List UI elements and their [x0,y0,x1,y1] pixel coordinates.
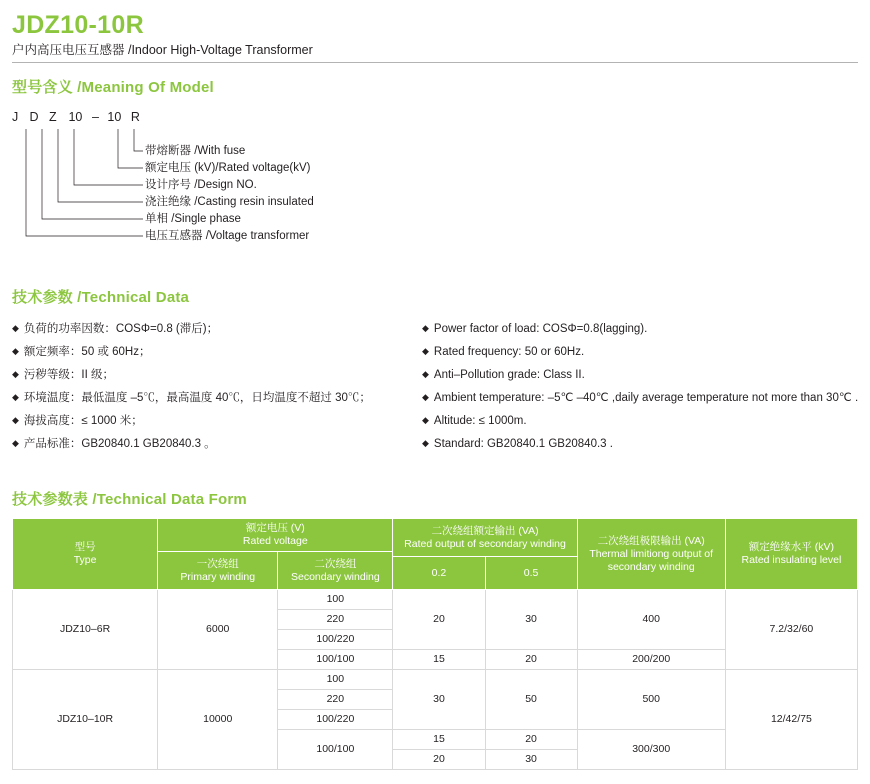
cell-secondary: 100/100 [278,650,393,670]
th-type [13,519,158,590]
cell-primary: 10000 [158,670,278,770]
table-header-row-1 [13,519,858,552]
tech-item-en-5-text: Standard: GB20840.1 GB20840.3 . [433,438,613,450]
tech-item-en-5 [422,433,858,456]
tech-item-en-0-text: Power factor of load: COSΦ=0.8(lagging). [433,323,648,335]
cell-class-02: 30 [393,670,485,730]
header-divider [12,62,858,63]
tech-item-en-2 [422,364,858,387]
cell-secondary: 100/100 [278,730,393,770]
cell-insulating: 7.2/32/60 [725,590,857,670]
cell-class-05: 30 [485,590,577,650]
model-legend [145,143,314,245]
tech-item-cn-2 [12,364,422,387]
section-heading-technical: 技术参数 /Technical Data [12,289,190,306]
tech-item-cn-5 [12,433,422,456]
page-title: JDZ10-10R [12,11,144,39]
tech-item-en-3-text: Ambient temperature: –5℃ –40℃ ,daily average temperature not more than 30℃ . [433,392,859,404]
tech-item-cn-0 [12,318,422,341]
th-secondary-winding-en: Secondary winding [290,570,380,583]
th-rated-voltage [158,519,393,552]
table-body [13,590,858,770]
th-type-cn: 型号 [74,541,96,553]
legend-item-3: 浇注绝缘 /Casting resin insulated [145,196,314,208]
cell-class-02: 15 [393,730,485,750]
cell-primary: 6000 [158,590,278,670]
diamond-bullet-icon: ◆ [12,346,19,356]
technical-data-chinese [12,318,422,456]
th-rated-output [393,519,577,557]
th-rated-voltage-cn: 额定电压 (V) [245,522,305,534]
tech-item-cn-2-text: 污秽等级：II 级； [23,369,115,381]
cell-secondary: 100/220 [278,710,393,730]
th-thermal-output-en: Thermal limitiong output of secondary winding [589,547,714,573]
model-char-3: 10 [68,110,83,124]
th-rated-output-en: Rated output of secondary winding [404,537,566,550]
tech-item-en-1-text: Rated frequency: 50 or 60Hz. [433,346,585,358]
diamond-bullet-icon: ◆ [422,392,429,402]
tech-item-en-2-text: Anti–Pollution grade: Class II. [433,369,585,381]
model-meaning-diagram [12,110,512,250]
page-subtitle: 户内高压电压互感器 /Indoor High-Voltage Transformer [12,43,313,57]
tech-item-cn-3-text: 环境温度：最低温度 –5℃，最高温度 40℃，日均温度不超过 30℃； [23,392,371,404]
cell-secondary: 100/220 [278,630,393,650]
th-insulating-level-en: Rated insulating level [741,554,842,566]
th-type-en: Type [73,554,97,566]
th-primary-winding-en: Primary winding [180,570,256,583]
tech-item-en-3 [422,387,858,410]
cell-thermal: 400 [577,590,725,650]
cell-insulating: 12/42/75 [725,670,857,770]
tech-item-en-1 [422,341,858,364]
cell-class-05: 50 [485,670,577,730]
cell-class-05: 20 [485,730,577,750]
th-secondary-winding [278,552,393,590]
th-primary-winding [158,552,278,590]
cell-secondary: 100 [278,670,393,690]
table-head [13,519,858,590]
tech-item-cn-3 [12,387,422,410]
cell-thermal: 200/200 [577,650,725,670]
technical-data-english [422,318,858,456]
model-char-2: Z [48,110,57,124]
tech-item-en-0 [422,318,858,341]
table-row [13,670,858,690]
th-thermal-output-cn: 二次绕组极限输出 (VA) [597,534,705,547]
model-char-0: J [12,110,19,124]
th-rated-output-cn: 二次绕组额定输出 (VA) [431,524,539,537]
model-char-1: D [29,110,39,124]
diamond-bullet-icon: ◆ [422,323,429,333]
technical-data-table [12,518,858,770]
tech-item-cn-5-text: 产品标准：GB20840.1 GB20840.3 。 [23,438,216,450]
legend-item-2: 设计序号 /Design NO. [145,179,257,191]
cell-secondary: 100 [278,590,393,610]
cell-class-02: 20 [393,750,485,770]
cell-secondary: 220 [278,690,393,710]
cell-class-05: 30 [485,750,577,770]
cell-class-02: 15 [393,650,485,670]
diamond-bullet-icon: ◆ [422,369,429,379]
legend-item-4: 单相 /Single phase [145,213,241,225]
legend-item-0: 带熔断器 /With fuse [145,145,246,157]
cell-type: JDZ10–6R [13,590,158,670]
diamond-bullet-icon: ◆ [422,346,429,356]
cell-class-05: 20 [485,650,577,670]
th-rated-voltage-en: Rated voltage [242,535,308,547]
model-char-6: R [130,110,140,124]
model-char-4: – [91,110,99,124]
tech-item-cn-1-text: 额定频率：50 或 60Hz； [23,346,151,358]
table-row [13,590,858,610]
tech-item-en-4 [422,410,858,433]
th-class-02: 0.2 [393,557,485,590]
tech-item-cn-0-text: 负荷的功率因数：COSΦ=0.8 (滞后)； [23,323,219,335]
th-insulating-level-cn: 额定绝缘水平 (kV) [748,541,834,553]
diamond-bullet-icon: ◆ [12,392,19,402]
th-thermal-output [577,519,725,590]
legend-item-5: 电压互感器 /Voltage transformer [145,230,310,242]
technical-data-table-wrapper [12,518,858,770]
diamond-bullet-icon: ◆ [12,323,19,333]
tech-item-cn-4 [12,410,422,433]
diamond-bullet-icon: ◆ [12,438,19,448]
legend-item-1: 额定电压 (kV)/Rated voltage(kV) [145,162,311,174]
cell-secondary: 220 [278,610,393,630]
tech-item-en-4-text: Altitude: ≤ 1000m. [433,415,527,427]
model-char-5: 10 [107,110,122,124]
diamond-bullet-icon: ◆ [12,415,19,425]
section-heading-technical-form: 技术参数表 /Technical Data Form [12,491,247,508]
diamond-bullet-icon: ◆ [422,415,429,425]
section-heading-model: 型号含义 /Meaning Of Model [12,79,214,96]
cell-thermal: 500 [577,670,725,730]
th-class-05: 0.5 [485,557,577,590]
tech-item-cn-4-text: 海拔高度：≤ 1000 米； [23,415,143,427]
diamond-bullet-icon: ◆ [12,369,19,379]
cell-class-02: 20 [393,590,485,650]
cell-thermal: 300/300 [577,730,725,770]
diamond-bullet-icon: ◆ [422,438,429,448]
tech-item-cn-1 [12,341,422,364]
cell-type: JDZ10–10R [13,670,158,770]
th-insulating-level [725,519,857,590]
th-primary-winding-cn: 一次绕组 [196,557,239,570]
th-secondary-winding-cn: 二次绕组 [314,557,357,570]
page-header [12,10,858,63]
